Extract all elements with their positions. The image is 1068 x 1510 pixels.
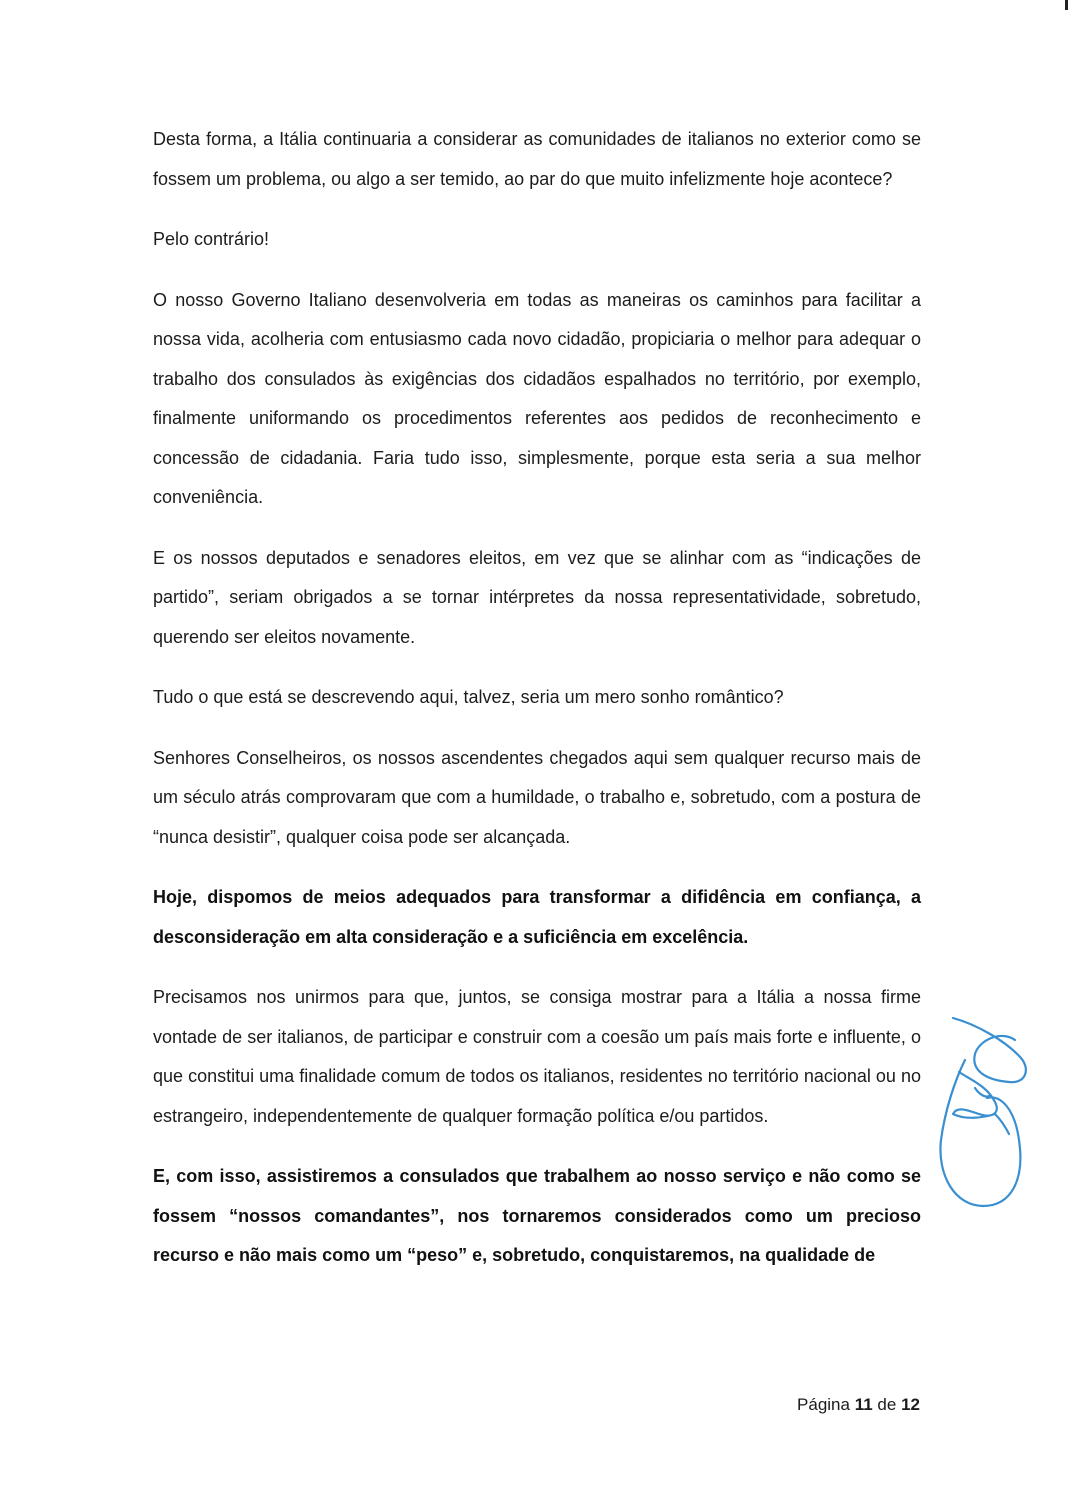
body-text (153, 120, 921, 1297)
of-label: de (877, 1395, 897, 1414)
handwritten-initials-signature (935, 1010, 1035, 1215)
paragraph-2: Pelo contrário! (153, 229, 270, 249)
paragraph-6: Senhores Conselheiros, os nossos ascendentes chegados aqui sem qualquer recurso mais de um século atrás comprovaram que com a humildade, o trabalho e, sobretudo, com a postura de “nunca desistir”, qualquer coisa pode ser alcançada. (153, 747, 921, 847)
paragraph-1: Desta forma, a Itália continuaria a considerar as comunidades de italianos no exterior como se fossem um problema, ou algo a ser temido, ao par do que muito infelizmente hoje acontece? (153, 129, 921, 189)
paragraph-8: Precisamos nos unirmos para que, juntos, se consiga mostrar para a Itália a nossa firme vontade de ser italianos, de participar e construir com a coesão um país mais forte e influente, o que constitui uma finalidade comum de todos os italianos, residentes no território nacional ou no estrangeiro, independentemente de qualquer formação política e/ou partidos. (153, 987, 921, 1126)
page-label: Página (797, 1395, 850, 1414)
paragraph-5: Tudo o que está se descrevendo aqui, talvez, seria um mero sonho romântico? (153, 687, 784, 707)
paragraph-9: E, com isso, assistiremos a consulados que trabalhem ao nosso serviço e não como se fossem “nossos comandantes”, nos tornaremos considerados como um precioso recurso e não mais como um “peso” e, sobretudo, conquistaremos, na qualidade de (153, 1166, 921, 1265)
current-page-number: 11 (854, 1395, 873, 1414)
paragraph-3: O nosso Governo Italiano desenvolveria em todas as maneiras os caminhos para facilitar a nossa vida, acolheria com entusiasmo cada novo cidadão, propiciaria o melhor para adequar o trabalho dos consulados às exigências dos cidadãos espalhados no território, por exemplo, finalmente uniformando os procedimentos referentes aos pedidos de reconhecimento e concessão de cidadania. Faria tudo isso, simplesmente, porque esta seria a sua melhor conveniência. (153, 289, 921, 507)
total-page-number: 12 (901, 1395, 920, 1414)
page-number-footer (797, 1395, 920, 1415)
paragraph-7: Hoje, dispomos de meios adequados para transformar a difidência em confiança, a desconsideração em alta consideração e a suficiência em excelência. (153, 887, 921, 947)
paragraph-4: E os nossos deputados e senadores eleitos, em vez que se alinhar com as “indicações de partido”, seriam obrigados a se tornar intérpretes da nossa representatividade, sobretudo, querendo ser eleitos novamente. (153, 547, 921, 647)
